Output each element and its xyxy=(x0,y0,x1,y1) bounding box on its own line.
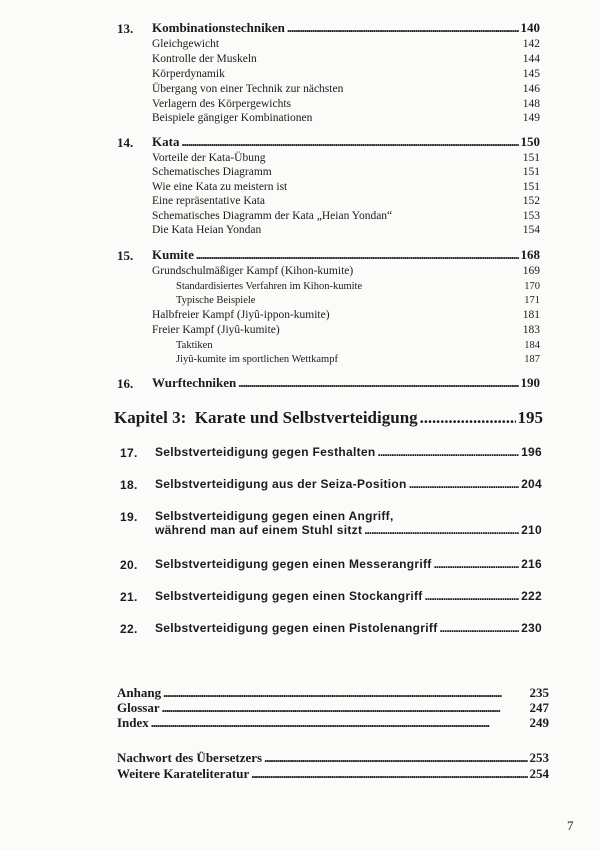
chapter-number: 18. xyxy=(120,478,138,492)
toc-entry[interactable]: Schematisches Diagramm der Kata „Heian Yondan“ 153 xyxy=(152,210,540,222)
chapter-number: 16. xyxy=(117,376,134,391)
toc-entry-chapter-15[interactable] xyxy=(152,248,540,261)
toc-entry-glossary[interactable]: Glossar . . . 247 xyxy=(117,701,549,714)
toc-entry[interactable]: Wie eine Kata zu meistern ist 151 xyxy=(152,181,540,193)
toc-entry-chapter-20[interactable]: Selbstverteidigung gegen einen Messerangriff . . . 216 xyxy=(155,558,542,570)
toc-entry-appendix[interactable]: Anhang . . . 235 xyxy=(117,686,549,699)
leader-dots xyxy=(238,376,518,389)
toc-entry[interactable]: Grundschulmäßiger Kampf (Kihon-kumite) 169 xyxy=(152,265,540,277)
chapter-number: 20. xyxy=(120,558,138,572)
chapter-number: 19. xyxy=(120,510,138,524)
chapter-title: Wurftechniken xyxy=(152,375,237,390)
page-number: 140 xyxy=(520,20,540,35)
leader-dots xyxy=(420,409,516,426)
toc-entry[interactable]: Beispiele gängiger Kombinationen 149 xyxy=(152,112,540,124)
page-number: 190 xyxy=(520,375,540,390)
toc-entry[interactable]: Schematisches Diagramm 151 xyxy=(152,166,540,178)
chapter-number: 15. xyxy=(117,248,134,263)
toc-entry-afterword[interactable]: Nachwort des Übersetzers . . . 253 xyxy=(117,751,549,764)
chapter-number: 21. xyxy=(120,590,138,604)
page-number: 195 xyxy=(517,408,543,427)
toc-entry-chapter-19[interactable]: während man auf einem Stuhl sitzt . . . 210 xyxy=(155,524,542,536)
toc-entry-part-3[interactable] xyxy=(114,409,543,426)
toc-entry[interactable]: Gleichgewicht 142 xyxy=(152,38,540,50)
chapter-number: 13. xyxy=(117,21,134,36)
chapter-number: 17. xyxy=(120,446,138,460)
toc-entry-chapter-16[interactable] xyxy=(152,376,540,389)
toc-entry[interactable]: Kontrolle der Muskeln 144 xyxy=(152,53,540,65)
toc-entry[interactable]: Halbfreier Kampf (Jiyû-ippon-kumite) 181 xyxy=(152,309,540,321)
page-folio: 7 xyxy=(567,818,574,833)
leader-dots xyxy=(287,21,519,34)
toc-entry-further-reading[interactable]: Weitere Karateliteratur . . . 254 xyxy=(117,767,549,780)
toc-entry[interactable]: Typische Beispiele 171 xyxy=(176,295,540,306)
toc-entry-chapter-22[interactable]: Selbstverteidigung gegen einen Pistolenangriff . . . 230 xyxy=(155,622,542,634)
toc-entry[interactable]: Übergang von einer Technik zur nächsten 146 xyxy=(152,83,540,95)
chapter-title: Kata xyxy=(152,134,180,149)
toc-entry[interactable]: Vorteile der Kata-Übung 151 xyxy=(152,152,540,164)
toc-entry[interactable]: Freier Kampf (Jiyû-kumite) 183 xyxy=(152,324,540,336)
chapter-title-line: Selbstverteidigung gegen einen Angriff, xyxy=(155,509,394,523)
leader-dots xyxy=(196,248,519,261)
toc-entry-chapter-17[interactable]: Selbstverteidigung gegen Festhalten . . . 196 xyxy=(155,446,542,458)
chapter-number: 14. xyxy=(117,135,134,150)
toc-entry[interactable]: Eine repräsentative Kata 152 xyxy=(152,195,540,207)
toc-entry[interactable]: Die Kata Heian Yondan 154 xyxy=(152,224,540,236)
toc-entry[interactable]: Taktiken 184 xyxy=(176,340,540,351)
toc-entry-chapter-13[interactable] xyxy=(152,21,540,34)
toc-entry[interactable]: Jiyû-kumite im sportlichen Wettkampf 187 xyxy=(176,354,540,365)
chapter-title: Kombinationstechniken xyxy=(152,20,285,35)
toc-entry-chapter-14[interactable] xyxy=(152,135,540,148)
chapter-number: 22. xyxy=(120,622,138,636)
toc-entry-chapter-18[interactable]: Selbstverteidigung aus der Seiza-Position . . . 204 xyxy=(155,478,542,490)
leader-dots xyxy=(181,135,518,148)
chapter-title: Kumite xyxy=(152,247,194,262)
page-number: 150 xyxy=(520,134,540,149)
toc-entry-chapter-21[interactable]: Selbstverteidigung gegen einen Stockangriff . . . 222 xyxy=(155,590,542,602)
toc-entry-index[interactable]: Index . . . 249 xyxy=(117,716,549,729)
toc-entry[interactable]: Standardisiertes Verfahren im Kihon-kumite 170 xyxy=(176,281,540,292)
toc-entry[interactable]: Verlagern des Körpergewichts 148 xyxy=(152,98,540,110)
part-title: Kapitel 3: Karate und Selbstverteidigung xyxy=(114,408,418,427)
page-number: 168 xyxy=(520,247,540,262)
toc-entry[interactable]: Körperdynamik 145 xyxy=(152,68,540,80)
